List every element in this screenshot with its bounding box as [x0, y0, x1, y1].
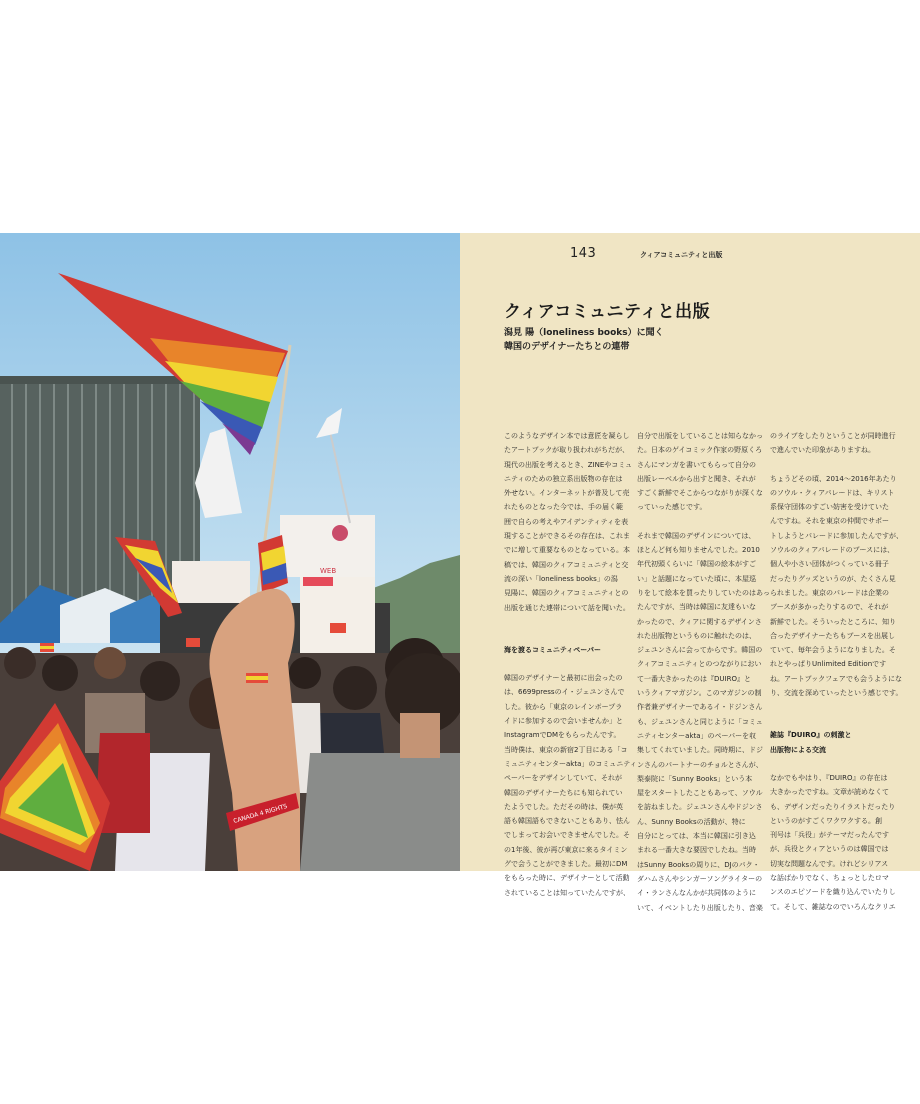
text-line: ダハムさんやシンガーソングライターの: [637, 874, 763, 883]
text-line: 現することができるその存在は、これま: [504, 532, 630, 541]
text-line: いうクィアマガジン。このマガジンの制: [637, 689, 762, 698]
paragraph-gap: [504, 615, 626, 629]
text-line: ミュニティセンターakta」のコミュニティ: [504, 759, 637, 768]
text-line: 稿では、韓国のクィアコミュニティと交: [504, 560, 629, 569]
text-line: ンさんのパートナーのチョルとさんが、: [637, 760, 763, 769]
text-line: のライブをしたりということが同時進行: [770, 432, 896, 440]
text-line: クィアコミュニティとのつながりにおい: [637, 660, 762, 669]
paragraph-gap: [770, 458, 892, 472]
text-line: の1年後、彼が再び東京に来るタイミン: [504, 845, 628, 854]
text-line: て。そして、雑誌なのでいろんなクリエ: [770, 902, 896, 911]
text-line: なかでもやはり、『DUIRO』の存在は: [770, 773, 888, 782]
text-line: たアートブックが取り扱われがちだが、: [504, 446, 630, 455]
text-line: だったりグッズというのが、たくさん見: [770, 574, 896, 583]
text-line: 切実な問題なんです。けれどシリアス: [770, 859, 889, 868]
text-line: のソウル・クィアパレードは、キリスト: [770, 488, 895, 497]
section-heading: 雑誌『DUIRO』の刺激と: [770, 731, 852, 740]
text-line: 自分で出版をしていることは知らなかっ: [637, 432, 763, 440]
text-line: かったので、クィアに関するデザインさ: [637, 617, 762, 626]
paragraph-gap: [770, 757, 892, 771]
book-spread: [0, 233, 920, 912]
page-number: 143: [570, 246, 597, 261]
text-line: を訪ねました。ジェユンさんやドジンさ: [637, 803, 763, 812]
text-line: い」と話題になっていた頃に、本屋巡: [637, 574, 756, 583]
text-line: まれる一番大きな要因でしたね。当時: [637, 846, 756, 855]
article-subtitle-1: 潟見 陽（loneliness books）に聞く: [504, 328, 664, 338]
text-line: ペーパーをデザインしていて、それが: [504, 774, 623, 783]
text-line: 出版を通じた連帯について話を聞いた。: [504, 603, 630, 612]
text-line: 屋をスタートしたこともあって、ソウル: [637, 789, 763, 798]
text-line: 合ったデザイナーたちもブースを出展し: [770, 631, 895, 640]
text-line: さんにマンガを書いてもらって自分の: [637, 460, 756, 469]
text-line: 新鮮でした。そういったところに、知り: [770, 617, 896, 626]
text-line: れた出版物というものに触れたのは、: [637, 631, 756, 640]
text-line: 刊号は「兵役」がテーマだったんです: [770, 831, 889, 840]
text-line: というのがすごくワクワクする。創: [770, 816, 882, 825]
text-column-3: [770, 429, 903, 914]
text-line: も、デザインだったりイラストだったり: [770, 802, 896, 811]
text-line: 作者兼デザイナーであるイ・ドジンさん: [637, 703, 763, 712]
text-column-2: [637, 429, 770, 915]
text-line: 囲で自らの考えやアイデンティティを表: [504, 517, 629, 526]
text-line: 年代初頭くらいに「韓国の絵本がすご: [637, 560, 756, 569]
text-line: InstagramでDMをもらったんです。: [504, 731, 621, 740]
text-line: 韓国のデザイナーたちにも知られてい: [504, 788, 623, 797]
text-line: はSunny Booksの周りに、DJのパク・: [637, 860, 760, 869]
text-line: をもらった時に、デザイナーとして活動: [504, 874, 630, 883]
text-line: ちょうどその頃、2014〜2016年あたり: [770, 474, 897, 483]
text-line: イ・ランさんなんかが共同体のように: [637, 889, 756, 898]
text-line: れたものとなった今では、手の届く範: [504, 503, 623, 512]
text-line: でに増して重要なものとなっている。本: [504, 546, 630, 555]
text-line: トしようとパレードに参加したんですが、: [770, 531, 903, 540]
running-head: クィアコミュニティと出版: [640, 251, 723, 259]
text-line: ジェユンさんに会ってからです。韓国の: [637, 646, 763, 655]
text-line: たようでした。ただその時は、僕が英: [504, 802, 623, 811]
paragraph-gap: [770, 700, 892, 714]
section-heading: 海を渡るコミュニティペーパー: [504, 645, 601, 654]
sign-text: WEB: [320, 567, 337, 575]
article-title: クィアコミュニティと出版: [504, 302, 711, 322]
text-line: りをして絵本を買ったりしていたのはあっ: [637, 588, 770, 597]
text-line: ほとんど何も知りませんでした。2010: [637, 546, 760, 555]
text-line: ん、Sunny Booksの活動が、特に: [637, 817, 746, 826]
text-line: すごく新鮮でそこからつながりが深くな: [637, 489, 763, 498]
text-line: も、ジェユンさんと同じように「コミュ: [637, 717, 763, 726]
text-line: 集してくれていました。同時期に、ドジ: [637, 746, 763, 755]
text-line: ニティのための独立系出版物の存在は: [504, 474, 623, 483]
text-line: されていることは知っていたんですが、: [504, 888, 630, 897]
text-line: このようなデザイン本では意匠を凝らし: [504, 432, 630, 440]
paragraph-gap: [637, 515, 759, 529]
person-grey-shirt: [300, 753, 460, 871]
text-line: 現代の出版を考えるとき、ZINEやコミュ: [504, 460, 633, 469]
text-line: が、兵役とクィアというのは韓国では: [770, 845, 889, 854]
text-line: ブースが多かったりするので、それが: [770, 603, 889, 612]
text-line: 見陽に、韓国のクィアコミュニティとの: [504, 589, 629, 598]
text-line: でしまってお会いできませんでした。そ: [504, 831, 630, 840]
paragraph-gap: [770, 714, 892, 728]
text-line: て一番大きかったのは『DUIRO』と: [637, 674, 751, 683]
text-line: は、6699pressのイ・ジェユンさんで: [504, 688, 625, 697]
text-line: 韓国のデザイナーと最初に出会ったの: [504, 674, 623, 683]
text-line: ンスのエピソードを織り込んでいたりし: [770, 888, 896, 897]
text-line: ね。アートブックフェアでも会うようにな: [770, 674, 902, 683]
text-column-1: [504, 429, 637, 900]
text-line: 語も韓国語もできないこともあり、怯ん: [504, 817, 630, 826]
text-line: ソウルのクィアパレードのブースには、: [770, 546, 895, 555]
text-line: 外せない。インターネットが普及して売: [504, 489, 630, 498]
text-line: 大きかったですね。文章が読めなくて: [770, 788, 889, 797]
text-line: 当時僕は、東京の新宿2丁目にある「コ: [504, 745, 628, 754]
paragraph-gap: [504, 657, 626, 671]
pride-parade-photo: [0, 233, 460, 871]
text-line: た。日本のゲイコミック作家の野原くろ: [637, 446, 763, 455]
paragraph-gap: [504, 629, 626, 643]
text-line: ニティセンターakta」のペーパーを収: [637, 731, 757, 740]
text-line: イドに参加するので会いませんか」と: [504, 717, 623, 726]
text-line: いて、イベントしたり出版したり、音楽: [637, 903, 763, 912]
text-line: んですね。それを東京の仲間でサポー: [770, 517, 889, 526]
text-line: 個人や小さい団体がつくっている冊子: [770, 560, 889, 569]
text-line: っていった感じです。: [637, 503, 707, 512]
text-line: 出版レーベルから出すと聞き、それが: [637, 474, 756, 483]
text-line: それまで韓国のデザインについては、: [637, 531, 756, 540]
text-line: たんですが、当時は韓国に友達もいな: [637, 603, 756, 612]
text-line: 梨泰院に「Sunny Books」という本: [637, 774, 753, 783]
banner: [172, 561, 250, 603]
article-subtitle-2: 韓国のデザイナーたちとの連帯: [504, 342, 630, 352]
text-page: [460, 233, 920, 912]
text-line: した。彼から「東京のレインボープラ: [504, 702, 623, 711]
text-line: な話ばかりでなく、ちょっとしたロマ: [770, 874, 889, 883]
text-line: 流の深い「loneliness books」の潟: [504, 574, 618, 583]
text-line: れとやっぱりUnlimited Editionです: [770, 660, 887, 669]
section-heading: 出版物による交流: [770, 745, 826, 754]
text-line: で進んでいた印象がありますね。: [770, 446, 875, 455]
text-line: 系保守団体のすごい妨害を受けていた: [770, 503, 889, 512]
text-line: ていて、毎年会うようになりました。そ: [770, 646, 896, 655]
text-line: 自分にとっては、本当に韓国に引き込: [637, 832, 756, 841]
text-line: り、交流を深めていったという感じです。: [770, 689, 903, 698]
text-line: グで会うことができました。最初にDM: [504, 860, 628, 869]
wristband-text: CANADA 4 RIGHTS: [232, 802, 289, 825]
text-line: られました。東京のパレードは企業の: [770, 588, 889, 597]
